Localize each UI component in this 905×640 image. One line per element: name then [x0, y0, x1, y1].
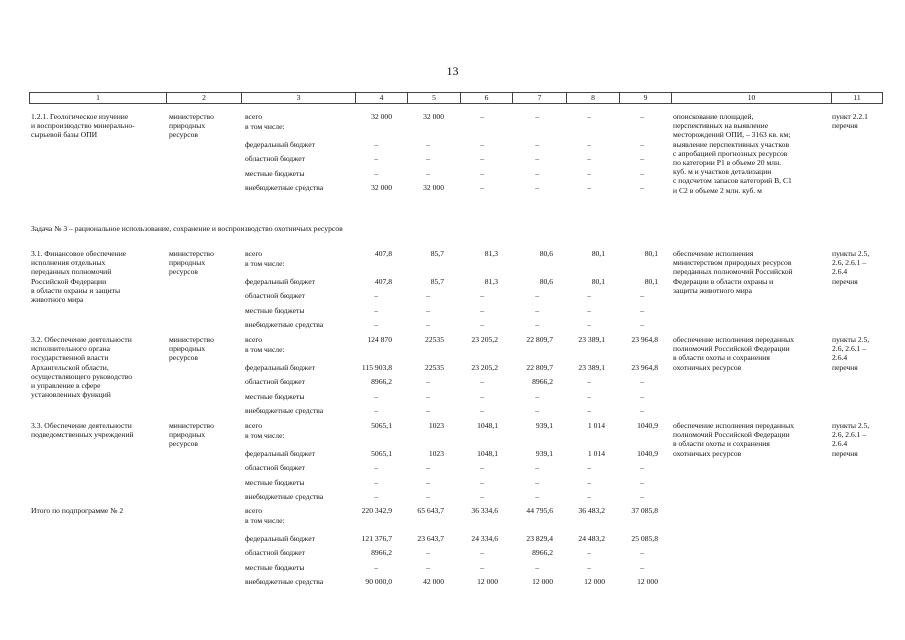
amount-cell: – — [426, 392, 430, 401]
amount-cell: – — [587, 492, 591, 501]
funding-source-label: местные бюджеты — [245, 306, 305, 315]
amount-cell: 23 964,8 — [631, 335, 658, 344]
funding-source-label: местные бюджеты — [245, 478, 305, 487]
amount-cell: – — [535, 169, 539, 178]
amount-cell: 220 342,9 — [361, 506, 392, 515]
executor-line: природных — [169, 344, 206, 354]
amount-cell: – — [426, 154, 430, 163]
amount-cell: – — [587, 406, 591, 415]
funding-source-label: внебюджетные средства — [245, 492, 324, 501]
expected-result-line: месторождений ОПИ, – 3163 кв. км; — [673, 130, 791, 140]
amount-cell: 8966,2 — [532, 377, 553, 386]
funding-source-sublabel: в том числе: — [245, 259, 285, 269]
executor-line: ресурсов — [169, 130, 198, 140]
reference-line: 2.6, 2.6.1 – — [832, 258, 867, 268]
amount-cell: – — [587, 291, 591, 300]
reference — [832, 249, 869, 286]
amount-cell: – — [535, 140, 539, 149]
measure-name-line: Итого по подпрограмме № 2 — [31, 506, 124, 515]
amount-cell: – — [374, 406, 378, 415]
page-number: 13 — [446, 64, 459, 78]
amount-cell: – — [535, 563, 539, 572]
column-number-6: 6 — [461, 93, 513, 104]
executor-line: ресурсов — [169, 267, 198, 277]
amount-cell: – — [640, 492, 644, 501]
reference-line: перечня — [832, 121, 858, 131]
amount-cell: 90 000,0 — [365, 577, 392, 586]
amount-cell: – — [374, 140, 378, 149]
amount-cell: – — [535, 406, 539, 415]
amount-cell: – — [535, 320, 539, 329]
amount-cell: – — [480, 291, 484, 300]
expected-result-line: обеспечение исполнения — [673, 249, 754, 258]
reference-line: перечня — [832, 362, 858, 372]
expected-result-line: по категории Р1 в объеме 20 млн. — [673, 158, 782, 168]
amount-cell: – — [374, 392, 378, 401]
amount-cell: 23 829,4 — [526, 534, 553, 543]
expected-result-line: опоискование площадей, — [673, 112, 754, 121]
funding-source-sublabel: в том числе: — [245, 345, 285, 355]
measure-name-line: исполнительного органа — [31, 344, 111, 354]
column-number-header — [29, 92, 883, 104]
funding-source-label: областной бюджет — [245, 377, 305, 386]
amount-cell: – — [535, 183, 539, 192]
amount-cell: – — [374, 563, 378, 572]
amount-cell: 36 334,6 — [471, 506, 498, 515]
expected-result-line: полномочий Российской Федерации — [673, 344, 790, 354]
funding-source-sublabel: в том числе: — [245, 516, 285, 526]
amount-cell: 8966,2 — [532, 548, 553, 557]
amount-cell: – — [535, 154, 539, 163]
amount-cell: 80,1 — [591, 277, 605, 286]
amount-cell: – — [587, 377, 591, 386]
column-number-4: 4 — [356, 93, 408, 104]
amount-cell: 32 000 — [371, 112, 392, 121]
measure-name-line: исполнения отдельных — [31, 258, 106, 268]
measure-name-line: животного мира — [31, 295, 84, 305]
funding-source-label: внебюджетные средства — [245, 577, 324, 586]
measure-name-line: государственной власти — [31, 353, 109, 363]
expected-result-line: в области охоты и сохранения — [673, 439, 770, 449]
expected-result-line: перспективных на выявление — [673, 121, 769, 131]
measure-name-line: осуществляющего руководство — [31, 371, 133, 381]
amount-cell: 1048,1 — [477, 421, 498, 430]
amount-cell: 23 205,2 — [471, 363, 498, 372]
funding-source-label: федеральный бюджет — [245, 140, 315, 149]
expected-result-line: охотничьих ресурсов — [673, 448, 742, 458]
funding-source-label: местные бюджеты — [245, 563, 305, 572]
reference — [832, 335, 869, 372]
amount-cell: – — [535, 492, 539, 501]
amount-cell: – — [587, 112, 591, 121]
funding-source-sublabel: в том числе: — [245, 431, 285, 441]
amount-cell: – — [374, 154, 378, 163]
amount-cell: – — [587, 548, 591, 557]
amount-cell: – — [640, 112, 644, 121]
expected-result-line: с подсчетом запасов категорий В, С1 — [673, 176, 792, 186]
amount-cell: – — [480, 306, 484, 315]
expected-result-line: полномочий Российской Федерации — [673, 430, 790, 440]
amount-cell: – — [640, 392, 644, 401]
amount-cell: – — [480, 140, 484, 149]
column-number-5: 5 — [408, 93, 461, 104]
amount-cell: – — [374, 320, 378, 329]
funding-source-label: местные бюджеты — [245, 392, 305, 401]
expected-result — [673, 249, 793, 295]
reference-line: пункты 2.5, — [832, 421, 870, 430]
executor — [169, 112, 214, 140]
reference-line: перечня — [832, 276, 858, 286]
funding-source-sublabel: в том числе: — [245, 122, 285, 132]
amount-cell: – — [587, 306, 591, 315]
measure-name-line: Архангельской области, — [31, 362, 109, 372]
measure-name-line: и воспроизводство минерально- — [31, 121, 135, 131]
funding-source-label: федеральный бюджет — [245, 534, 315, 543]
amount-cell: – — [535, 306, 539, 315]
amount-cell: – — [587, 154, 591, 163]
measure-name — [31, 506, 123, 515]
amount-cell: – — [480, 112, 484, 121]
funding-source-label: всего — [245, 335, 263, 344]
expected-result — [673, 335, 794, 372]
reference-line: 2.6.4 — [832, 353, 848, 363]
measure-name-line: переданных полномочий — [31, 267, 112, 277]
column-number-8: 8 — [567, 93, 620, 104]
amount-cell: – — [587, 463, 591, 472]
amount-cell: – — [535, 463, 539, 472]
amount-cell: – — [480, 478, 484, 487]
amount-cell: 85,7 — [430, 249, 444, 258]
amount-cell: – — [640, 140, 644, 149]
amount-cell: 5065,1 — [371, 449, 392, 458]
measure-name-line: установленных функций — [31, 390, 111, 400]
amount-cell: 32 000 — [371, 183, 392, 192]
expected-result-line: выявление перспективных участков — [673, 139, 790, 149]
measure-name-line: и управление в сфере — [31, 381, 101, 391]
amount-cell: 23 205,2 — [471, 335, 498, 344]
funding-source-label: внебюджетные средства — [245, 406, 324, 415]
amount-cell: 80,1 — [591, 249, 605, 258]
executor-line: природных — [169, 258, 206, 268]
amount-cell: 1 014 — [587, 421, 605, 430]
executor — [169, 421, 214, 449]
measure-name-line: сырьевой базы ОПИ — [31, 130, 98, 140]
expected-result-line: обеспечение исполнения переданных — [673, 421, 795, 430]
amount-cell: – — [426, 463, 430, 472]
measure-name — [31, 335, 132, 399]
executor-line: ресурсов — [169, 439, 198, 449]
reference-line: 2.6.4 — [832, 267, 848, 277]
amount-cell: 22 809,7 — [526, 363, 553, 372]
funding-source-label: федеральный бюджет — [245, 449, 315, 458]
funding-source-label: областной бюджет — [245, 154, 305, 163]
amount-cell: 5065,1 — [371, 421, 392, 430]
amount-cell: – — [426, 377, 430, 386]
expected-result-line: охотничьих ресурсов — [673, 362, 742, 372]
reference-line: пункты 2.5, — [832, 335, 870, 344]
expected-result-line: и С2 в объеме 2 млн. куб. м — [673, 185, 762, 195]
executor-line: природных — [169, 121, 206, 131]
amount-cell: – — [587, 478, 591, 487]
funding-source-label: всего — [245, 421, 263, 430]
amount-cell: 407,8 — [374, 277, 392, 286]
expected-result-line: в области охоты и сохранения — [673, 353, 770, 363]
measure-name — [31, 249, 126, 304]
amount-cell: 23 964,8 — [631, 363, 658, 372]
column-number-3: 3 — [242, 93, 356, 104]
amount-cell: – — [640, 291, 644, 300]
amount-cell: – — [535, 478, 539, 487]
executor-line: ресурсов — [169, 353, 198, 363]
amount-cell: – — [426, 291, 430, 300]
amount-cell: 42 000 — [423, 577, 444, 586]
amount-cell: – — [426, 320, 430, 329]
amount-cell: – — [374, 169, 378, 178]
amount-cell: 1023 — [428, 449, 444, 458]
amount-cell: 12 000 — [477, 577, 498, 586]
amount-cell: 115 903,8 — [361, 363, 392, 372]
executor — [169, 335, 214, 363]
amount-cell: 24 483,2 — [578, 534, 605, 543]
amount-cell: 12 000 — [637, 577, 658, 586]
amount-cell: – — [640, 306, 644, 315]
amount-cell: 32 000 — [423, 112, 444, 121]
amount-cell: 8966,2 — [371, 548, 392, 557]
executor-line: министерство — [169, 421, 214, 430]
amount-cell: 1040,9 — [637, 421, 658, 430]
column-number-1: 1 — [30, 93, 167, 104]
task-heading: Задача № 3 – рациональное использование, сохранение и воспроизводство охотничьих ресурсов — [31, 224, 343, 233]
amount-cell: 37 085,8 — [631, 506, 658, 515]
amount-cell: – — [535, 112, 539, 121]
measure-name-line: Российской Федерации — [31, 276, 107, 286]
amount-cell: – — [480, 548, 484, 557]
reference-line: 2.6, 2.6.1 – — [832, 344, 867, 354]
amount-cell: 80,1 — [644, 249, 658, 258]
amount-cell: 32 000 — [423, 183, 444, 192]
expected-result-line: куб. м и участков детализации — [673, 167, 772, 177]
expected-result-line: защиты животного мира — [673, 285, 752, 295]
amount-cell: 1023 — [428, 421, 444, 430]
amount-cell: – — [640, 563, 644, 572]
amount-cell: 81,3 — [484, 249, 498, 258]
amount-cell: 1040,9 — [637, 449, 658, 458]
amount-cell: – — [426, 478, 430, 487]
executor-line: министерство — [169, 335, 214, 344]
executor-line: природных — [169, 430, 206, 440]
amount-cell: – — [480, 169, 484, 178]
amount-cell: – — [587, 169, 591, 178]
amount-cell: 1 014 — [587, 449, 605, 458]
amount-cell: – — [640, 154, 644, 163]
amount-cell: 80,6 — [539, 277, 553, 286]
amount-cell: 22535 — [425, 363, 444, 372]
column-number-9: 9 — [620, 93, 672, 104]
amount-cell: – — [587, 140, 591, 149]
amount-cell: – — [480, 320, 484, 329]
amount-cell: – — [535, 291, 539, 300]
executor-line: министерство — [169, 112, 214, 121]
amount-cell: – — [374, 306, 378, 315]
amount-cell: – — [426, 169, 430, 178]
amount-cell: – — [426, 563, 430, 572]
amount-cell: 22535 — [425, 335, 444, 344]
amount-cell: – — [480, 183, 484, 192]
expected-result-line: министерством природных ресурсов — [673, 258, 792, 268]
funding-source-label: областной бюджет — [245, 291, 305, 300]
reference-line: перечня — [832, 448, 858, 458]
executor — [169, 249, 214, 277]
amount-cell: – — [426, 548, 430, 557]
amount-cell: – — [374, 463, 378, 472]
reference-line: 2.6.4 — [832, 439, 848, 449]
column-number-7: 7 — [513, 93, 567, 104]
measure-name-line: 3.2. Обеспечение деятельности — [31, 335, 132, 344]
amount-cell: – — [640, 169, 644, 178]
amount-cell: 1048,1 — [477, 449, 498, 458]
funding-source-label: федеральный бюджет — [245, 363, 315, 372]
amount-cell: 23 389,1 — [578, 335, 605, 344]
amount-cell: 407,8 — [374, 249, 392, 258]
amount-cell: – — [587, 320, 591, 329]
amount-cell: – — [374, 492, 378, 501]
amount-cell: 12 000 — [584, 577, 605, 586]
expected-result-line: Федерации в области охраны и — [673, 276, 774, 286]
amount-cell: 85,7 — [430, 277, 444, 286]
amount-cell: – — [587, 563, 591, 572]
reference — [832, 112, 868, 130]
amount-cell: – — [640, 548, 644, 557]
amount-cell: – — [374, 291, 378, 300]
funding-source-label: всего — [245, 506, 263, 515]
amount-cell: 25 085,8 — [631, 534, 658, 543]
amount-cell: – — [587, 392, 591, 401]
amount-cell: 44 795,6 — [526, 506, 553, 515]
funding-source-label: областной бюджет — [245, 548, 305, 557]
column-number-2: 2 — [167, 93, 242, 104]
amount-cell: 121 376,7 — [361, 534, 392, 543]
amount-cell: – — [480, 406, 484, 415]
expected-result-line: переданных полномочий Российской — [673, 267, 793, 277]
funding-source-label: областной бюджет — [245, 463, 305, 472]
amount-cell: – — [640, 183, 644, 192]
reference-line: 2.6, 2.6.1 – — [832, 430, 867, 440]
amount-cell: – — [426, 406, 430, 415]
amount-cell: 81,3 — [484, 277, 498, 286]
measure-name — [31, 421, 134, 439]
measure-name-line: в области охраны и защиты — [31, 285, 121, 295]
expected-result — [673, 421, 794, 458]
amount-cell: 12 000 — [532, 577, 553, 586]
funding-source-label: местные бюджеты — [245, 169, 305, 178]
funding-source-label: всего — [245, 249, 263, 258]
amount-cell: – — [480, 392, 484, 401]
amount-cell: 23 643,7 — [417, 534, 444, 543]
measure-name-line: 1.2.1. Геологическое изучение — [31, 112, 129, 121]
amount-cell: 24 334,6 — [471, 534, 498, 543]
amount-cell: – — [640, 377, 644, 386]
measure-name — [31, 112, 135, 140]
amount-cell: – — [640, 320, 644, 329]
amount-cell: 23 389,1 — [578, 363, 605, 372]
amount-cell: 8966,2 — [371, 377, 392, 386]
reference — [832, 421, 869, 458]
funding-source-label: всего — [245, 112, 263, 121]
amount-cell: – — [640, 463, 644, 472]
amount-cell: – — [480, 463, 484, 472]
amount-cell: 124 870 — [367, 335, 392, 344]
amount-cell: 939,1 — [535, 421, 553, 430]
amount-cell: – — [640, 406, 644, 415]
executor-line: министерство — [169, 249, 214, 258]
expected-result — [673, 112, 792, 195]
expected-result-line: обеспечение исполнения переданных — [673, 335, 795, 344]
amount-cell: 22 809,7 — [526, 335, 553, 344]
amount-cell: 939,1 — [535, 449, 553, 458]
funding-source-label: федеральный бюджет — [245, 277, 315, 286]
amount-cell: – — [480, 154, 484, 163]
amount-cell: – — [587, 183, 591, 192]
column-number-10: 10 — [672, 93, 832, 104]
measure-name-line: 3.1. Финансовое обеспечение — [31, 249, 127, 258]
measure-name-line: 3.3. Обеспечение деятельности — [31, 421, 132, 430]
reference-line: пункт 2.2.1 — [832, 112, 868, 121]
amount-cell: – — [374, 478, 378, 487]
measure-name-line: подведомственных учреждений — [31, 430, 134, 440]
amount-cell: – — [426, 140, 430, 149]
amount-cell: – — [426, 306, 430, 315]
amount-cell: – — [640, 478, 644, 487]
funding-source-label: внебюджетные средства — [245, 183, 324, 192]
funding-source-label: внебюджетные средства — [245, 320, 324, 329]
amount-cell: 65 643,7 — [417, 506, 444, 515]
expected-result-line: с апробацией прогнозных ресурсов — [673, 148, 788, 158]
amount-cell: – — [535, 392, 539, 401]
amount-cell: 80,6 — [539, 249, 553, 258]
column-number-11: 11 — [832, 93, 883, 104]
amount-cell: 80,1 — [644, 277, 658, 286]
amount-cell: 36 483,2 — [578, 506, 605, 515]
amount-cell: – — [480, 492, 484, 501]
amount-cell: – — [426, 492, 430, 501]
amount-cell: – — [480, 377, 484, 386]
reference-line: пункты 2.5, — [832, 249, 870, 258]
amount-cell: – — [480, 563, 484, 572]
